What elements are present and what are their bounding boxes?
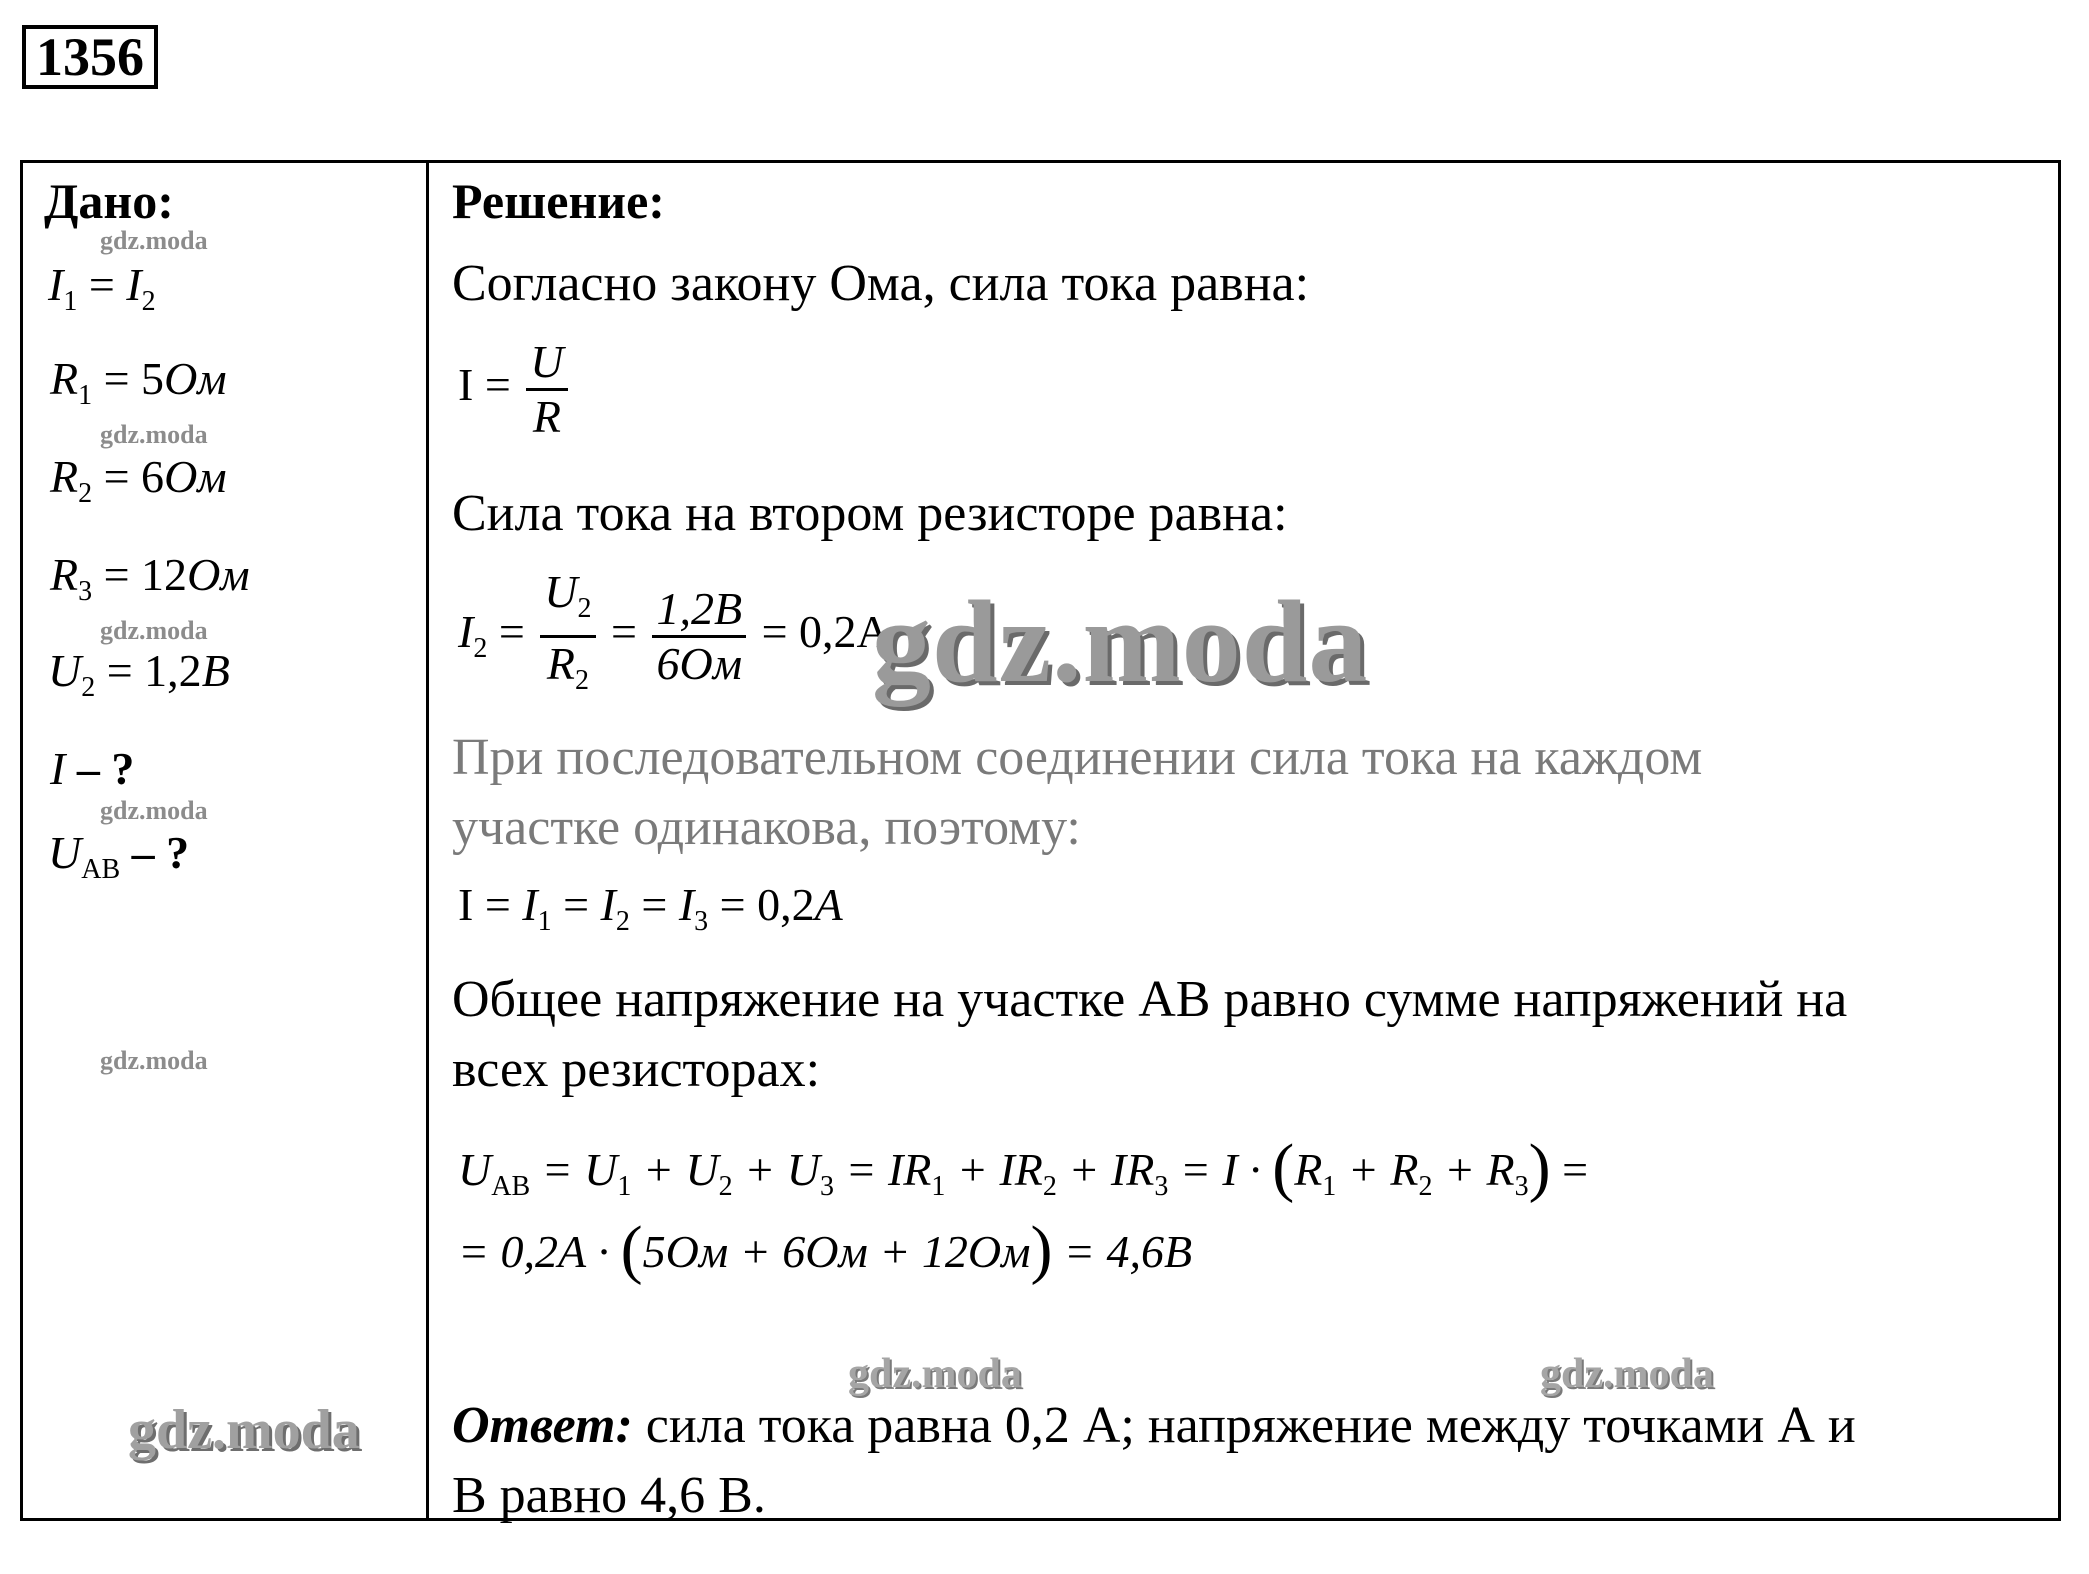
solution-text: всех резисторах:	[452, 1041, 821, 1098]
answer-line: Ответ: сила тока равна 0,2 А; напряжение между точками А и	[452, 1397, 1856, 1454]
current-r2-formula: $I_2$ = $\frac{U_2}{R_2}$ = $\frac{1,2В}{6Ом}$ = 0,2А	[458, 566, 890, 696]
find-voltage-ab: $U_{AB}$ – ?	[48, 827, 190, 885]
watermark: gdz.moda	[1540, 1351, 1714, 1397]
solution-heading: Решение:	[452, 173, 665, 229]
given-r1: $R_1 = 5Ом$	[50, 353, 227, 411]
ohm-law-formula: I = $\frac{U}{R}$	[458, 336, 572, 443]
given-r2: $R_2 = 6Ом$	[50, 451, 227, 509]
answer-label: Ответ:	[452, 1397, 633, 1454]
given-u2: $U_2 = 1,2В$	[48, 645, 230, 703]
given-r3: $R_3 = 12Ом$	[50, 549, 250, 607]
watermark: gdz.moda	[100, 226, 208, 255]
voltage-ab-formula-line2: = 0,2А · (5Ом + 6Ом + 12Ом) = 4,6В	[458, 1213, 1193, 1286]
watermark: gdz.moda	[100, 796, 208, 825]
voltage-ab-formula-line1: $U_{AB} = U_1 + U_2 + U_3 = IR_1 + IR_2 + IR_3 = I \cdot (R_1 + R_2 + R_3)$ =	[458, 1131, 1589, 1204]
watermark: gdz.moda	[872, 576, 1369, 707]
answer-line: В равно 4,6 В.	[452, 1467, 766, 1524]
problem-number: 1356	[22, 25, 158, 89]
watermark: gdz.moda	[128, 1399, 360, 1461]
given-current-equality: $I_1 = I_2$	[48, 259, 156, 317]
solution-text: Согласно закону Ома, сила тока равна:	[452, 255, 1310, 312]
equal-currents-formula: $I = I_1 = I_2 = I_3 = 0,2А$	[458, 879, 843, 937]
watermark: gdz.moda	[100, 420, 208, 449]
watermark: gdz.moda	[100, 1046, 208, 1075]
column-divider	[426, 160, 429, 1521]
solution-text: Сила тока на втором резисторе равна:	[452, 485, 1288, 542]
solution-text: участке одинакова, поэтому:	[452, 799, 1081, 856]
watermark: gdz.moda	[100, 616, 208, 645]
find-current: I – ?	[50, 743, 135, 794]
given-heading: Дано:	[44, 173, 174, 229]
watermark: gdz.moda	[848, 1351, 1022, 1397]
solution-text: При последовательном соединении сила тока на каждом	[452, 729, 1703, 786]
solution-text: Общее напряжение на участке АВ равно сумме напряжений на	[452, 971, 1848, 1028]
